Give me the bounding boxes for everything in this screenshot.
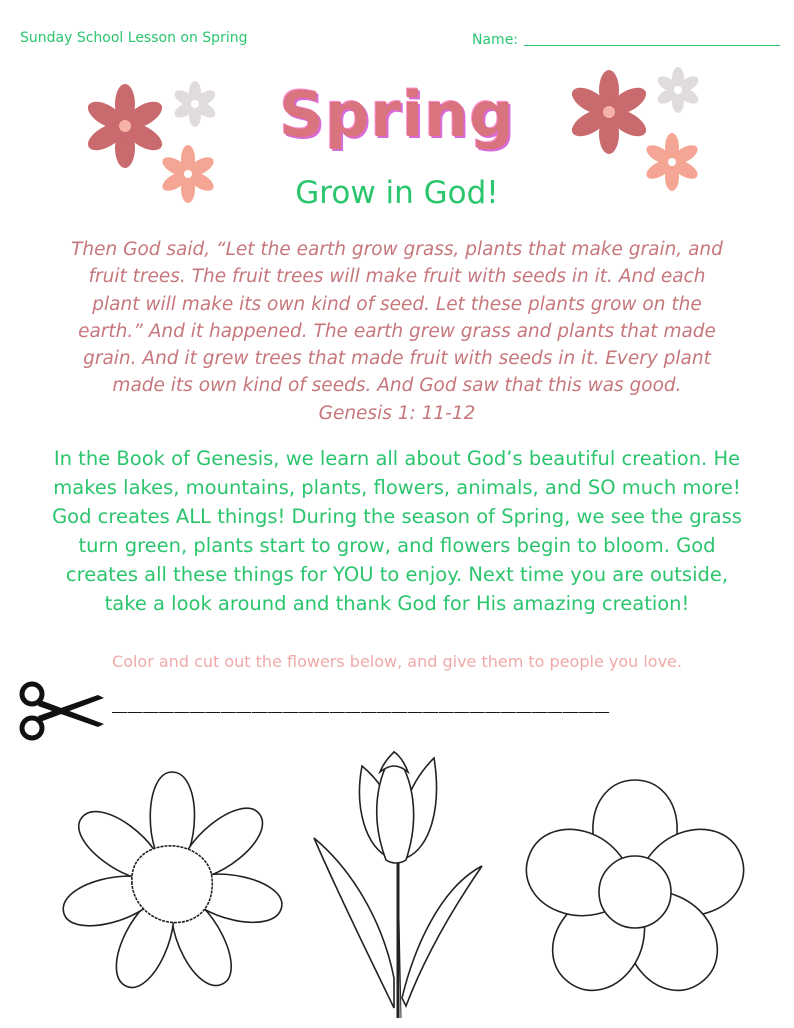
body-line: take a look around and thank God for His amazing creation! <box>104 592 690 615</box>
tulip-outline <box>310 748 490 1020</box>
scripture-verse <box>40 236 754 427</box>
body-line: turn green, plants start to grow, and flowers begin to bloom. God <box>78 534 716 557</box>
page-subtitle: Grow in God! <box>295 175 499 211</box>
verse-reference: Genesis 1: 11-12 <box>318 402 476 424</box>
verse-line: fruit trees. The fruit trees will make fruit with seeds in it. And each <box>88 266 706 288</box>
cut-line: ________________________________ <box>112 684 610 713</box>
body-line: God creates ALL things! During the season of Spring, we see the grass <box>52 505 742 528</box>
name-blank-line <box>524 45 780 46</box>
verse-line: earth.” And it happened. The earth grew grass and plants that made <box>78 320 716 342</box>
lesson-body <box>20 444 774 618</box>
body-line: creates all these things for YOU to enjoy. Next time you are outside, <box>65 563 729 586</box>
name-label: Name: <box>472 32 519 48</box>
body-line: makes lakes, mountains, plants, flowers, animals, and SO much more! <box>53 476 741 499</box>
verse-line: Then God said, “Let the earth grow grass, plants that make grain, and <box>71 239 723 260</box>
scissors-icon <box>18 680 108 742</box>
lesson-label: Sunday School Lesson on Spring <box>20 30 248 46</box>
daisy-outline <box>52 764 292 1019</box>
verse-line: plant will make its own kind of seed. Let these plants grow on the <box>92 293 702 315</box>
five-petal-outline <box>520 768 752 1018</box>
verse-line: made its own kind of seeds. And God saw that this was good. <box>112 375 682 397</box>
body-line: In the Book of Genesis, we learn all about God’s beautiful creation. He <box>53 447 741 470</box>
verse-line: grain. And it grew trees that made fruit with seeds in it. Every plant <box>83 348 711 370</box>
page-title: Spring <box>279 78 515 151</box>
activity-instruction: Color and cut out the flowers below, and give them to people you love. <box>112 652 682 671</box>
